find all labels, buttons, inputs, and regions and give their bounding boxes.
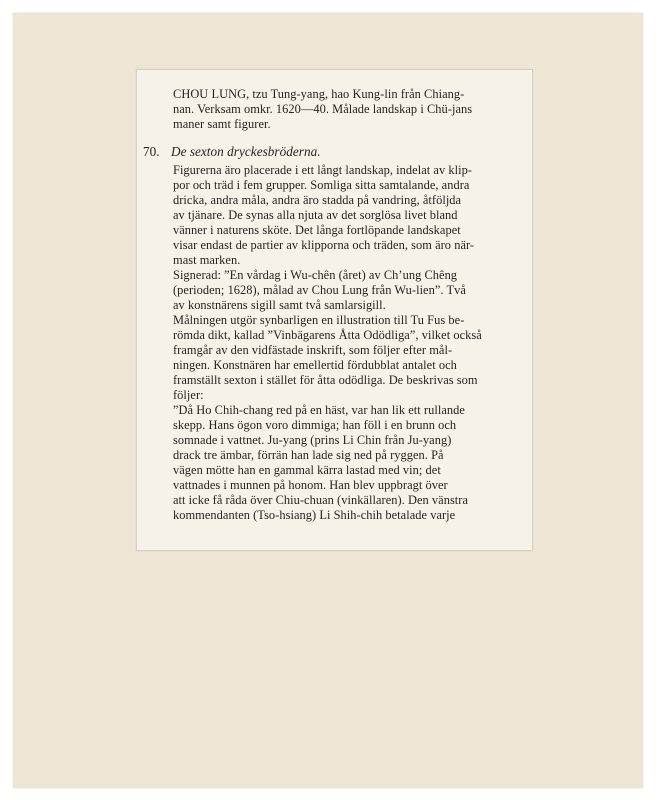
body-line: somnade i vattnet. Ju-yang (prins Li Chin från Ju-yang) bbox=[173, 433, 452, 447]
body-line: ningen. Konstnären har emellertid fördubblat antalet och bbox=[173, 358, 457, 372]
text-slip bbox=[136, 69, 533, 551]
body-line: dricka, andra måla, andra äro stadda på vandring, åtföljda bbox=[173, 193, 462, 207]
body-line: vägen mötte han en gammal kärra lastad med vin; det bbox=[173, 463, 441, 477]
body-line: skepp. Hans ögon voro dimmiga; han föll i en brunn och bbox=[173, 418, 457, 432]
body-line: Figurerna äro placerade i ett långt landskap, indelat av klip- bbox=[173, 163, 472, 177]
body-line: mast marken. bbox=[173, 253, 241, 267]
intro-line: nan. Verksam omkr. 1620—40. Målade landskap i Chü-jans bbox=[173, 102, 473, 116]
intro-line: CHOU LUNG, tzu Tung-yang, hao Kung-lin från Chiang- bbox=[173, 87, 465, 101]
entry-title: De sexton dryckesbröderna. bbox=[171, 144, 321, 159]
body-line: följer: bbox=[173, 388, 204, 402]
body-line: att icke få råda över Chiu-chuan (vinkällaren). Den vänstra bbox=[173, 493, 469, 507]
body-line: drack tre ämbar, förrän han lade sig ned på ryggen. På bbox=[173, 448, 444, 462]
mount-sheet bbox=[13, 13, 643, 788]
body-line: vattnades i munnen på honom. Han blev uppbragt över bbox=[173, 478, 448, 492]
body-line: Målningen utgör synbarligen en illustration till Tu Fus be- bbox=[173, 313, 465, 327]
body-line: Signerad: ”En vårdag i Wu-chên (året) av Ch’ung Chêng bbox=[173, 268, 458, 282]
body-line: av tjänare. De synas alla njuta av det sorglösa livet bland bbox=[173, 208, 458, 222]
body-line: ”Då Ho Chih-chang red på en häst, var han lik ett rullande bbox=[173, 403, 465, 417]
catalog-text bbox=[143, 87, 525, 523]
spacer bbox=[173, 132, 525, 143]
entry-number: 70. bbox=[143, 144, 160, 159]
entry-heading bbox=[143, 143, 525, 160]
body-line: framgår av den vidfästade inskrift, som följer efter mål- bbox=[173, 343, 453, 357]
body-line: kommendanten (Tso-hsiang) Li Shih-chih betalade varje bbox=[173, 508, 456, 522]
body-line: av konstnärens sigill samt två samlarsigill. bbox=[173, 298, 386, 312]
body-line: römda dikt, kallad ”Vinbägarens Åtta Odödliga”, vilket också bbox=[173, 328, 482, 342]
body-line: visar endast de partier av klipporna och träden, som äro när- bbox=[173, 238, 475, 252]
body-line: framställt sexton i stället för åtta odödliga. De beskrivas som bbox=[173, 373, 478, 387]
intro-line: maner samt figurer. bbox=[173, 117, 271, 131]
body-line: (perioden; 1628), målad av Chou Lung från Wu-lien”. Två bbox=[173, 283, 466, 297]
body-line: por och träd i fem grupper. Somliga sitta samtalande, andra bbox=[173, 178, 470, 192]
body-line: vänner i naturens sköte. Det långa fortlöpande landskapet bbox=[173, 223, 461, 237]
